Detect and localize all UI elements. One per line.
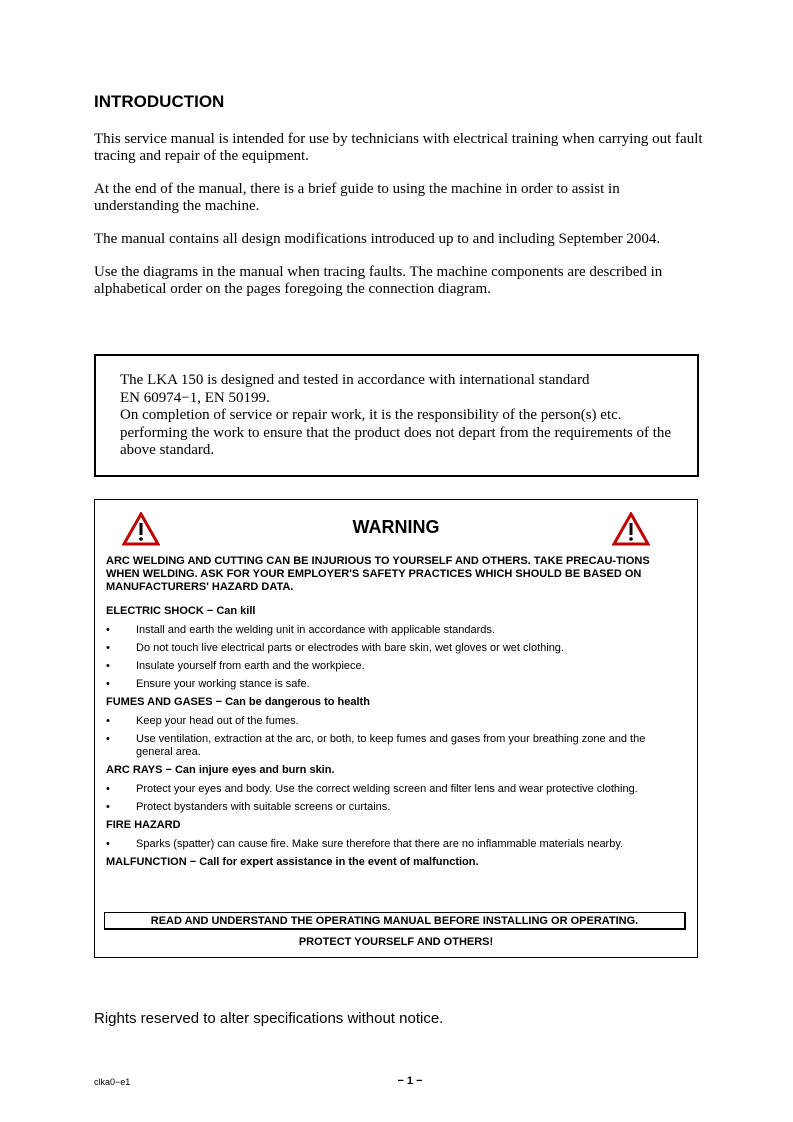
- electric-shock-list: [106, 624, 681, 691]
- intro-paragraph: Use the diagrams in the manual when tracing faults. The machine components are described in alphabetical order on the pages foregoing the connection diagram.: [94, 264, 663, 297]
- section-heading-arc-rays: ARC RAYS − Can injure eyes and burn skin.: [106, 764, 335, 776]
- bullet: •: [106, 838, 110, 850]
- fire-list: [106, 838, 681, 851]
- list-item: [106, 678, 681, 691]
- warning-intro: ARC WELDING AND CUTTING CAN BE INJURIOUS TO YOURSELF AND OTHERS. TAKE PRECAU-TIONS WHEN WELDING. ASK FOR YOUR EMPLOYER'S SAFETY PRACTICES WHICH SHOULD BE BASED ON MANUFACTURERS' HAZARD DATA.: [106, 555, 650, 593]
- fumes-list: [106, 715, 681, 759]
- intro-paragraph: The manual contains all design modifications introduced up to and including September 2004.: [94, 231, 661, 247]
- list-item-text: Keep your head out of the fumes.: [136, 715, 299, 727]
- bullet: •: [106, 678, 110, 690]
- intro-paragraph: At the end of the manual, there is a brief guide to using the machine in order to assist in understanding the machine.: [94, 181, 620, 214]
- list-item-text: Protect bystanders with suitable screens or curtains.: [136, 801, 391, 813]
- rights-notice: Rights reserved to alter specifications without notice.: [94, 1010, 444, 1027]
- warning-box: [94, 499, 698, 958]
- arc-rays-list: [106, 783, 681, 814]
- list-item: [106, 733, 681, 759]
- warning-title: WARNING: [352, 517, 440, 537]
- bullet: •: [106, 660, 110, 672]
- section-heading-electric-shock: ELECTRIC SHOCK − Can kill: [106, 605, 256, 617]
- list-item: [106, 783, 681, 796]
- list-item: [106, 624, 681, 637]
- section-heading-fire: FIRE HAZARD: [106, 819, 181, 831]
- list-item: [106, 660, 681, 673]
- intro-section: [94, 131, 704, 314]
- warning-triangle-icon: [612, 512, 650, 546]
- section-heading-fumes: FUMES AND GASES − Can be dangerous to health: [106, 696, 370, 708]
- page-title: INTRODUCTION: [94, 92, 225, 111]
- standard-notice-text: [120, 372, 680, 460]
- list-item: [106, 838, 681, 851]
- bullet: •: [106, 642, 110, 654]
- warning-content: [106, 555, 681, 875]
- list-item-text: Ensure your working stance is safe.: [136, 678, 310, 690]
- intro-paragraph: This service manual is intended for use by technicians with electrical training when carrying out fault tracing and repair of the equipment.: [94, 131, 703, 164]
- list-item-text: Install and earth the welding unit in accordance with applicable standards.: [136, 624, 495, 636]
- section-heading-malfunction: MALFUNCTION − Call for expert assistance in the event of malfunction.: [106, 856, 479, 868]
- bullet: •: [106, 783, 110, 795]
- bullet: •: [106, 715, 110, 727]
- list-item-text: Protect your eyes and body. Use the correct welding screen and filter lens and wear protective clothing.: [136, 783, 638, 795]
- list-item-text: Insulate yourself from earth and the workpiece.: [136, 660, 365, 672]
- list-item: [106, 715, 681, 728]
- list-item-text: Sparks (spatter) can cause fire. Make sure therefore that there are no inflammable materials nearby.: [136, 838, 624, 850]
- list-item-text: Do not touch live electrical parts or electrodes with bare skin, wet gloves or wet clothing.: [136, 642, 564, 654]
- list-item: [106, 642, 681, 655]
- bullet: •: [106, 801, 110, 813]
- list-item: [106, 801, 681, 814]
- standard-line: The LKA 150 is designed and tested in accordance with international standard: [120, 372, 590, 388]
- page-number: − 1 −: [397, 1075, 423, 1087]
- standard-line: EN 60974−1, EN 50199.: [120, 389, 270, 406]
- standard-notice-box: [94, 354, 699, 477]
- read-manual-notice: READ AND UNDERSTAND THE OPERATING MANUAL BEFORE INSTALLING OR OPERATING.: [104, 912, 686, 930]
- protect-notice: PROTECT YOURSELF AND OTHERS!: [298, 936, 494, 948]
- standard-line: On completion of service or repair work, it is the responsibility of the person(s) etc. performing the work to ensure that the product does not depart from the requirements of the above standard.: [120, 407, 672, 458]
- bullet: •: [106, 624, 110, 636]
- list-item-text: Use ventilation, extraction at the arc, or both, to keep fumes and gases from your breathing zone and the general area.: [136, 733, 646, 758]
- bullet: •: [106, 733, 110, 745]
- document-code: clka0−e1: [94, 1077, 131, 1087]
